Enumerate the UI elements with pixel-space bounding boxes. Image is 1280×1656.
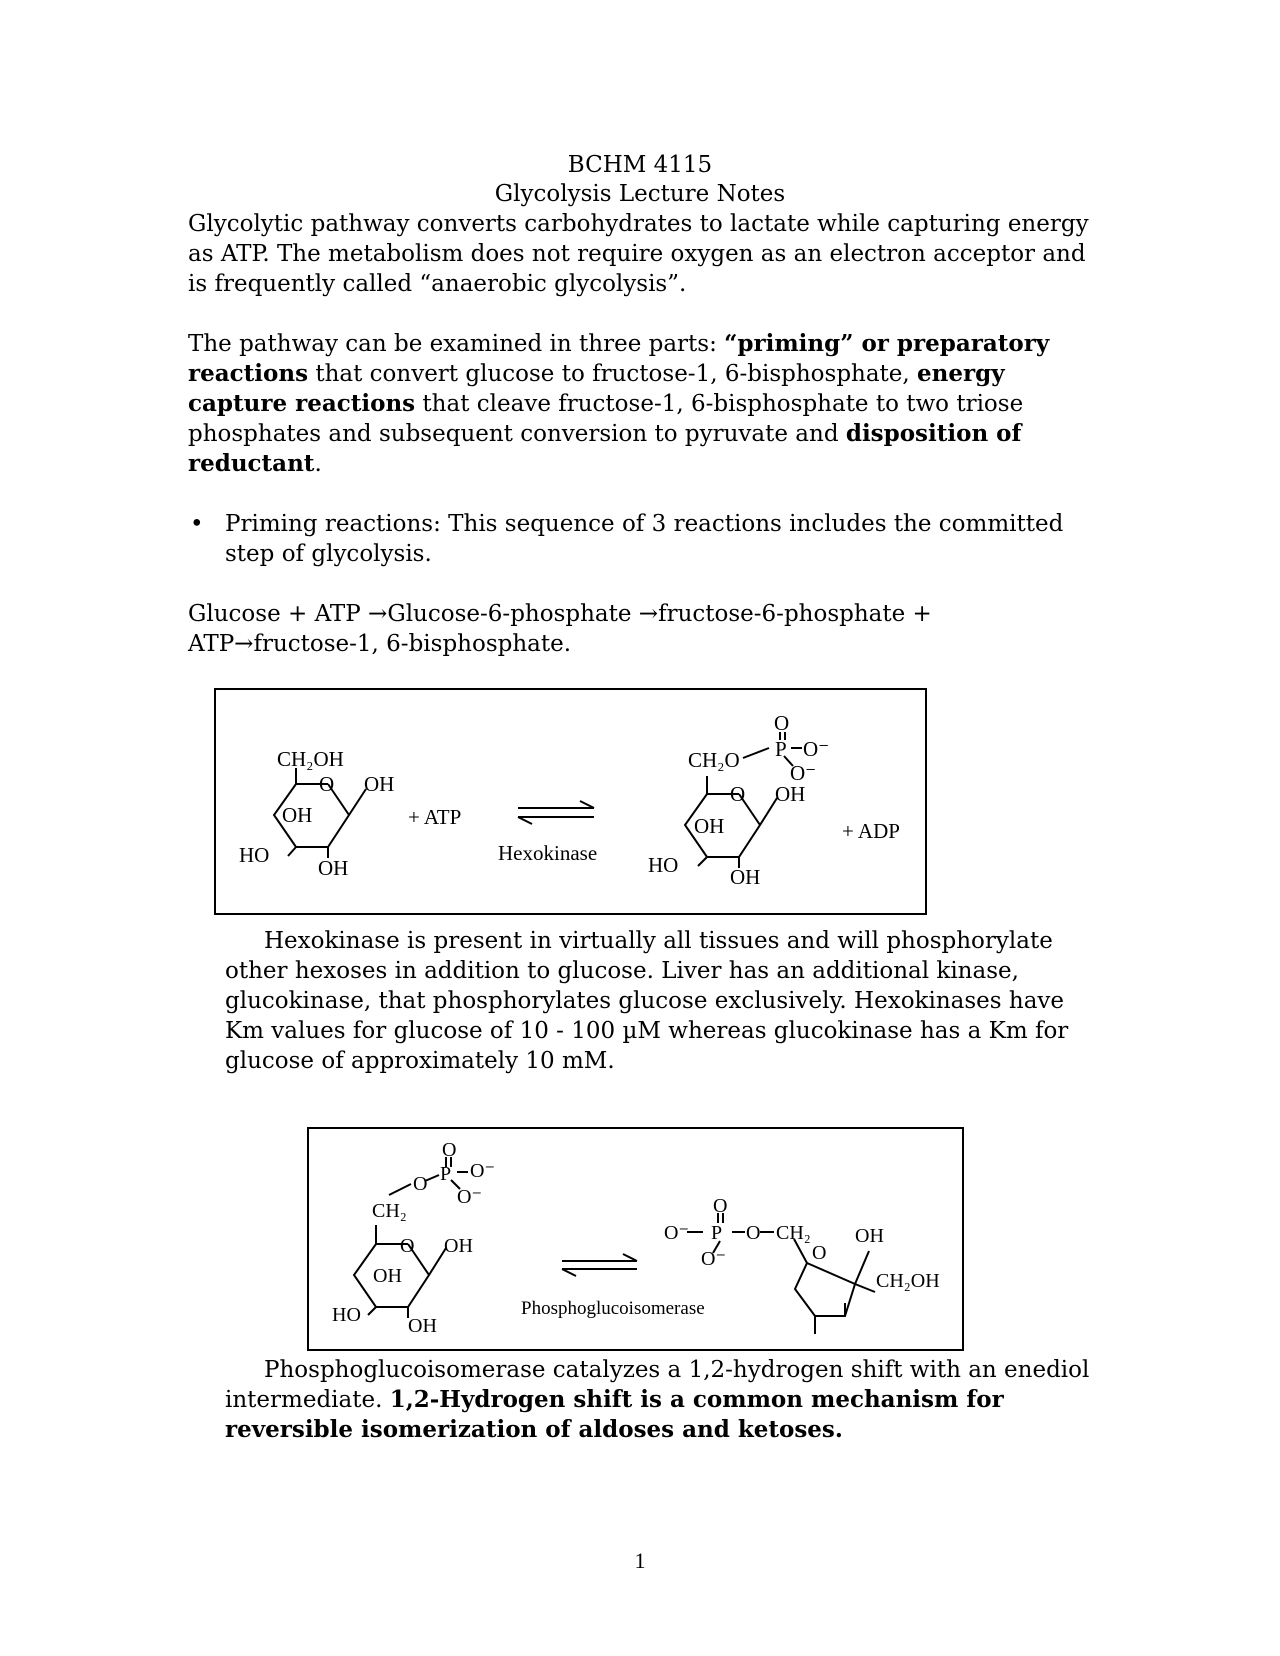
sub-oh-mid-label: OH <box>373 1265 402 1287</box>
bullet-line-1: Priming reactions: This sequence of 3 reactions includes the committed <box>225 511 1064 537</box>
parts-line-4 <box>188 419 1021 449</box>
parts-bold-priming: “priming” or preparatory <box>724 330 1050 357</box>
hexokinase-line-1: Hexokinase is present in virtually all tissues and will phosphorylate <box>264 928 1053 954</box>
hexokinase-line-3: glucokinase, that phosphorylates glucose exclusively. Hexokinases have <box>225 988 1065 1014</box>
sub-p-o-right-label: O⁻ <box>470 1160 495 1182</box>
sub-ho-label: HO <box>332 1304 361 1326</box>
sub-link-o-label: O <box>413 1173 428 1195</box>
sub-p-o-top-label: O <box>442 1139 457 1161</box>
prod-ch2-label: CH₂ <box>776 1222 811 1244</box>
hexokinase-line-2: other hexoses in addition to glucose. Liver has an additional kinase, <box>225 958 1019 984</box>
prod-p-o-bot-label: O⁻ <box>790 761 817 785</box>
sub-ho-label: HO <box>239 843 270 867</box>
c4-ho-bond <box>288 847 296 856</box>
course-code: BCHM 4115 <box>567 152 713 178</box>
intro-line-2: as ATP. The metabolism does not require oxygen as an electron acceptor and <box>188 241 1086 267</box>
equation-line-1: Glucose + ATP →Glucose-6-phosphate →fructose-6-phosphate + <box>188 601 932 627</box>
parts-text: . <box>314 451 322 477</box>
parts-line-5 <box>188 449 322 479</box>
prod-p-label: P <box>775 737 787 761</box>
parts-bold-disposition: disposition of <box>845 420 1022 447</box>
atp-label: + ATP <box>408 805 462 829</box>
pgi-line-3 <box>225 1415 843 1445</box>
pgi-bold-shift: 1,2-Hydrogen shift is a common mechanism for <box>389 1386 1004 1413</box>
reverse-arrow-head <box>518 817 532 824</box>
prod-o-left-label: O⁻ <box>664 1222 689 1244</box>
prod-ho-label: HO <box>648 853 679 877</box>
prod-p-o-right-label: O⁻ <box>803 737 830 761</box>
pgi-text: intermediate. <box>225 1387 390 1413</box>
adp-label: + ADP <box>842 819 900 843</box>
pgi-line-1: Phosphoglucoisomerase catalyzes a 1,2-hydrogen shift with an enediol <box>264 1357 1090 1383</box>
parts-bold-capture: capture reactions <box>188 390 416 417</box>
parts-text: that cleave fructose-1, 6-bisphosphate to two triose <box>415 391 1024 417</box>
pgi-bold-isomerization: reversible isomerization of aldoses and ketoses. <box>225 1416 843 1443</box>
forward-arrow-head <box>580 801 594 808</box>
page-title: Glycolysis Lecture Notes <box>494 181 786 207</box>
bullet-line-2: step of glycolysis. <box>225 541 432 567</box>
hexokinase-line-4: Km values for glucose of 10 - 100 µM whereas glucokinase has a Km for <box>225 1018 1069 1044</box>
prod-ring-o-label: O <box>730 782 746 806</box>
pgi-reaction-diagram <box>309 1129 966 1353</box>
page-number: 1 <box>634 1548 646 1573</box>
sub-oh-top-label: OH <box>444 1235 473 1257</box>
prod-ch2o-label: CH₂O <box>688 748 740 772</box>
prod-c4-ho-bond <box>698 857 707 866</box>
sub-ring-o-label: O <box>400 1235 415 1257</box>
intro-line-1: Glycolytic pathway converts carbohydrates to lactate while capturing energy <box>188 211 1089 237</box>
parts-text: phosphates and subsequent conversion to pyruvate and <box>188 421 846 447</box>
reverse-arrow-head <box>562 1269 576 1276</box>
pgi-reaction-figure <box>307 1127 964 1351</box>
sub-oh-top-label: OH <box>364 772 395 796</box>
prod-ch2oh-label: CH₂OH <box>876 1270 940 1292</box>
c4-ho-bond <box>368 1307 376 1315</box>
sub-p-o-bot-label: O⁻ <box>457 1186 482 1208</box>
prod-p-label: P <box>711 1222 723 1244</box>
parts-bold-reductant: reductant <box>188 450 315 477</box>
prod-c2-ch2oh-bond <box>855 1284 875 1292</box>
parts-line-1 <box>188 329 1049 359</box>
parts-text: The pathway can be examined in three parts: <box>188 331 725 357</box>
prod-p-o-top-label: O <box>774 711 790 735</box>
sub-oh-bot-label: OH <box>318 856 349 880</box>
prod-link-o-label: O <box>746 1222 761 1244</box>
parts-line-2 <box>188 359 1005 389</box>
sub-ring-o-label: O <box>319 772 335 796</box>
forward-arrow-head <box>623 1254 637 1261</box>
parts-line-3 <box>188 389 1023 419</box>
prod-o-top-label: O <box>713 1195 728 1217</box>
prod-oh-top-label: OH <box>775 782 806 806</box>
sub-oh-mid-label: OH <box>282 803 313 827</box>
prod-ring-o-label: O <box>812 1242 827 1264</box>
prod-o-bot-label: O⁻ <box>701 1248 726 1270</box>
parts-bold-reactions: reactions <box>188 360 309 387</box>
bullet-symbol: • <box>190 511 204 537</box>
sub-ch2-label: CH₂ <box>372 1200 407 1222</box>
pgi-enzyme-label: Phosphoglucoisomerase <box>521 1298 705 1319</box>
prod-oh-label: OH <box>855 1225 884 1247</box>
prod-oh-bot-label: OH <box>730 865 761 889</box>
prod-oh-mid-label: OH <box>694 814 725 838</box>
hexokinase-reaction-diagram <box>216 690 929 917</box>
o-p-bond <box>743 748 769 758</box>
hexokinase-line-5: glucose of approximately 10 mM. <box>225 1048 615 1074</box>
parts-bold-energy: energy <box>917 360 1005 387</box>
sub-oh-bot-label: OH <box>408 1315 437 1337</box>
hexokinase-reaction-figure <box>214 688 927 915</box>
equation-line-2: ATP→fructose-1, 6-bisphosphate. <box>188 631 572 657</box>
sub-p-label: P <box>440 1163 452 1185</box>
hexokinase-enzyme-label: Hexokinase <box>498 841 598 865</box>
pgi-line-2 <box>225 1385 1004 1415</box>
prod-c2-oh-bond <box>855 1251 869 1284</box>
ch2-o-bond <box>389 1184 411 1195</box>
sub-ch2oh-label: CH₂OH <box>277 747 344 771</box>
parts-text: that convert glucose to fructose-1, 6-bisphosphate, <box>308 361 918 387</box>
intro-line-3: is frequently called “anaerobic glycolysis”. <box>188 271 687 297</box>
